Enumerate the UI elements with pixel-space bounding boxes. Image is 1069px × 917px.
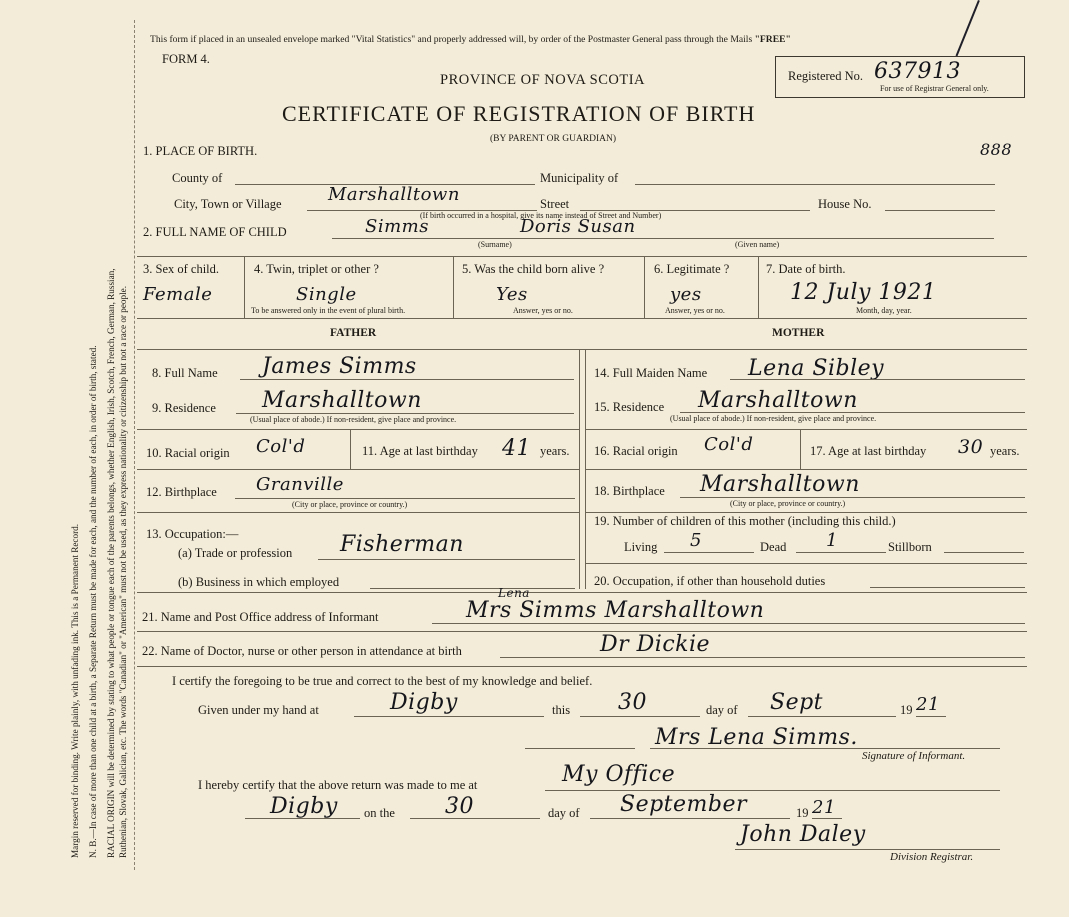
- pen-stroke-mark: [956, 0, 980, 56]
- registrar-year-value: 21: [812, 797, 836, 818]
- father-business-label: (b) Business in which employed: [178, 575, 340, 589]
- certificate-title: CERTIFICATE OF REGISTRATION OF BIRTH: [282, 101, 756, 126]
- registrar-place-value: Digby: [270, 794, 338, 819]
- date-of-birth-value: 12 July 1921: [790, 280, 937, 305]
- mail-notice: This form if placed in an unsealed envelope marked "Vital Statistics" and properly addressed will, by order of the Postmaster General pass through the Mails "FREE": [150, 34, 791, 45]
- informant-value-above: Lena: [498, 586, 530, 600]
- margin-note-racial-origin: RACIAL ORIGIN will be determined by stating to what people or tongue each of the parents belongs, whether English, Irish, Scotch, French, German, Russian,: [106, 268, 116, 858]
- street-note: (If birth occurred in a hospital, give its name instead of Street and Number): [420, 211, 662, 220]
- twin-label: 4. Twin, triplet or other ?: [254, 262, 379, 276]
- living-value: 5: [690, 530, 702, 551]
- stillborn-label: Stillborn: [888, 540, 932, 554]
- given-month-value: Sept: [770, 690, 824, 715]
- surname-value: Simms: [365, 216, 429, 237]
- informant-value: Mrs Simms Marshalltown: [466, 598, 765, 623]
- this-label: this: [552, 703, 571, 717]
- registrar-month-value: September: [620, 792, 748, 817]
- mother-heading: MOTHER: [772, 327, 825, 339]
- registrar-dayof-label: day of: [548, 806, 580, 820]
- registrar-signature-label: Division Registrar.: [890, 851, 974, 863]
- child-name-label: 2. FULL NAME OF CHILD: [143, 225, 287, 239]
- father-racial-value: Col'd: [256, 436, 306, 457]
- mother-residence-label: 15. Residence: [594, 400, 665, 414]
- given-name-note: (Given name): [735, 240, 780, 249]
- given-place-value: Digby: [390, 690, 458, 715]
- twin-value: Single: [296, 284, 357, 305]
- mother-age-label: 17. Age at last birthday: [810, 444, 927, 458]
- registrar-note: For use of Registrar General only.: [880, 84, 989, 93]
- mother-name-value: Lena Sibley: [748, 356, 885, 381]
- mother-residence-value: Marshalltown: [698, 388, 858, 413]
- informant-signature-label: Signature of Informant.: [862, 750, 966, 762]
- father-residence-value: Marshalltown: [262, 388, 422, 413]
- city-label: City, Town or Village: [174, 197, 282, 211]
- informant-label: 21. Name and Post Office address of Informant: [142, 610, 379, 624]
- date-of-birth-note: Month, day, year.: [856, 306, 912, 315]
- doctor-value: Dr Dickie: [600, 632, 711, 657]
- father-name-value: James Simms: [262, 354, 417, 379]
- mother-children-label: 19. Number of children of this mother (including this child.): [594, 514, 896, 528]
- registrar-certify-line: I hereby certify that the above return was made to me at: [198, 778, 478, 792]
- registered-number-box: [775, 56, 1025, 98]
- father-trade-value: Fisherman: [340, 532, 464, 557]
- mother-racial-value: Col'd: [704, 434, 754, 455]
- doctor-label: 22. Name of Doctor, nurse or other person in attendance at birth: [142, 644, 462, 658]
- province-heading: PROVINCE OF NOVA SCOTIA: [440, 72, 645, 88]
- registrar-signature: John Daley: [740, 822, 866, 847]
- mother-racial-label: 16. Racial origin: [594, 444, 678, 458]
- registered-number: 637913: [874, 59, 961, 84]
- certify-line: I certify the foregoing to be true and correct to the best of my knowledge and belief.: [172, 674, 593, 688]
- surname-note: (Surname): [478, 240, 512, 249]
- date-of-birth-label: 7. Date of birth.: [766, 262, 846, 276]
- mother-name-label: 14. Full Maiden Name: [594, 366, 708, 380]
- dead-value: 1: [826, 530, 838, 551]
- street-label: Street: [540, 197, 570, 211]
- sex-label: 3. Sex of child.: [143, 262, 220, 276]
- house-label: House No.: [818, 197, 872, 211]
- registrar-office-value: My Office: [562, 762, 676, 787]
- margin-note-multiple-births: N. B.—In case of more than one child at a birth, a Separate Return must be made for each, and the number of each, in order of birth, stated.: [88, 345, 98, 858]
- father-birthplace-label: 12. Birthplace: [146, 485, 217, 499]
- given-year-prefix: 19: [900, 703, 913, 717]
- father-name-label: 8. Full Name: [152, 366, 218, 380]
- mother-birthplace-note: (City or place, province or country.): [730, 499, 846, 508]
- dead-label: Dead: [760, 540, 787, 554]
- twin-note: To be answered only in the event of plural birth.: [251, 306, 406, 315]
- mother-birthplace-label: 18. Birthplace: [594, 484, 665, 498]
- county-label: County of: [172, 171, 223, 185]
- municipality-label: Municipality of: [540, 171, 619, 185]
- father-occupation-label: 13. Occupation:—: [146, 527, 239, 541]
- mother-occupation-label: 20. Occupation, if other than household duties: [594, 574, 826, 588]
- father-residence-note: (Usual place of abode.) If non-resident, give place and province.: [250, 415, 457, 424]
- father-age-value: 41: [502, 436, 531, 461]
- mother-residence-note: (Usual place of abode.) If non-resident, give place and province.: [670, 414, 877, 423]
- registered-label: Registered No.: [788, 69, 863, 83]
- father-age-label: 11. Age at last birthday: [362, 444, 478, 458]
- form-number: FORM 4.: [162, 52, 210, 66]
- certificate-subtitle: (BY PARENT OR GUARDIAN): [490, 134, 617, 144]
- margin-note-binding: Margin reserved for binding. Write plainly, with unfading ink. This is a Permanent Record.: [70, 523, 80, 858]
- informant-signature: Mrs Lena Simms.: [655, 725, 858, 750]
- father-trade-label: (a) Trade or profession: [178, 546, 293, 560]
- alive-note: Answer, yes or no.: [513, 306, 573, 315]
- city-value: Marshalltown: [328, 184, 460, 205]
- father-heading: FATHER: [330, 327, 377, 339]
- legitimate-value: yes: [670, 284, 702, 305]
- given-name-value: Doris Susan: [520, 216, 636, 237]
- alive-label: 5. Was the child born alive ?: [462, 262, 605, 276]
- binding-margin-line: [134, 20, 135, 870]
- given-year-value: 21: [916, 694, 940, 715]
- registrar-year-prefix: 19: [796, 806, 809, 820]
- corner-mark: 888: [980, 140, 1013, 159]
- given-under-label: Given under my hand at: [198, 703, 319, 717]
- father-years-label: years.: [540, 444, 570, 458]
- mother-birthplace-value: Marshalltown: [700, 472, 860, 497]
- father-racial-label: 10. Racial origin: [146, 446, 230, 460]
- sex-value: Female: [143, 284, 213, 305]
- father-residence-label: 9. Residence: [152, 401, 216, 415]
- mother-age-value: 30: [958, 436, 984, 458]
- place-of-birth-label: 1. PLACE OF BIRTH.: [143, 144, 258, 158]
- margin-note-racial-origin-cont: Ruthenian, Slovak, Galician, etc. The words "Canadian" or "American" must not be used, as they express nationality or citizenship but not a race or people.: [118, 285, 128, 858]
- given-day-value: 30: [618, 690, 647, 715]
- legitimate-note: Answer, yes or no.: [665, 306, 725, 315]
- given-dayof-label: day of: [706, 703, 738, 717]
- alive-value: Yes: [496, 284, 528, 305]
- registrar-day-value: 30: [445, 794, 474, 819]
- legitimate-label: 6. Legitimate ?: [654, 262, 730, 276]
- father-birthplace-value: Granville: [256, 474, 344, 495]
- mother-years-label: years.: [990, 444, 1020, 458]
- father-birthplace-note: (City or place, province or country.): [292, 500, 408, 509]
- registrar-on-label: on the: [364, 806, 395, 820]
- living-label: Living: [624, 540, 658, 554]
